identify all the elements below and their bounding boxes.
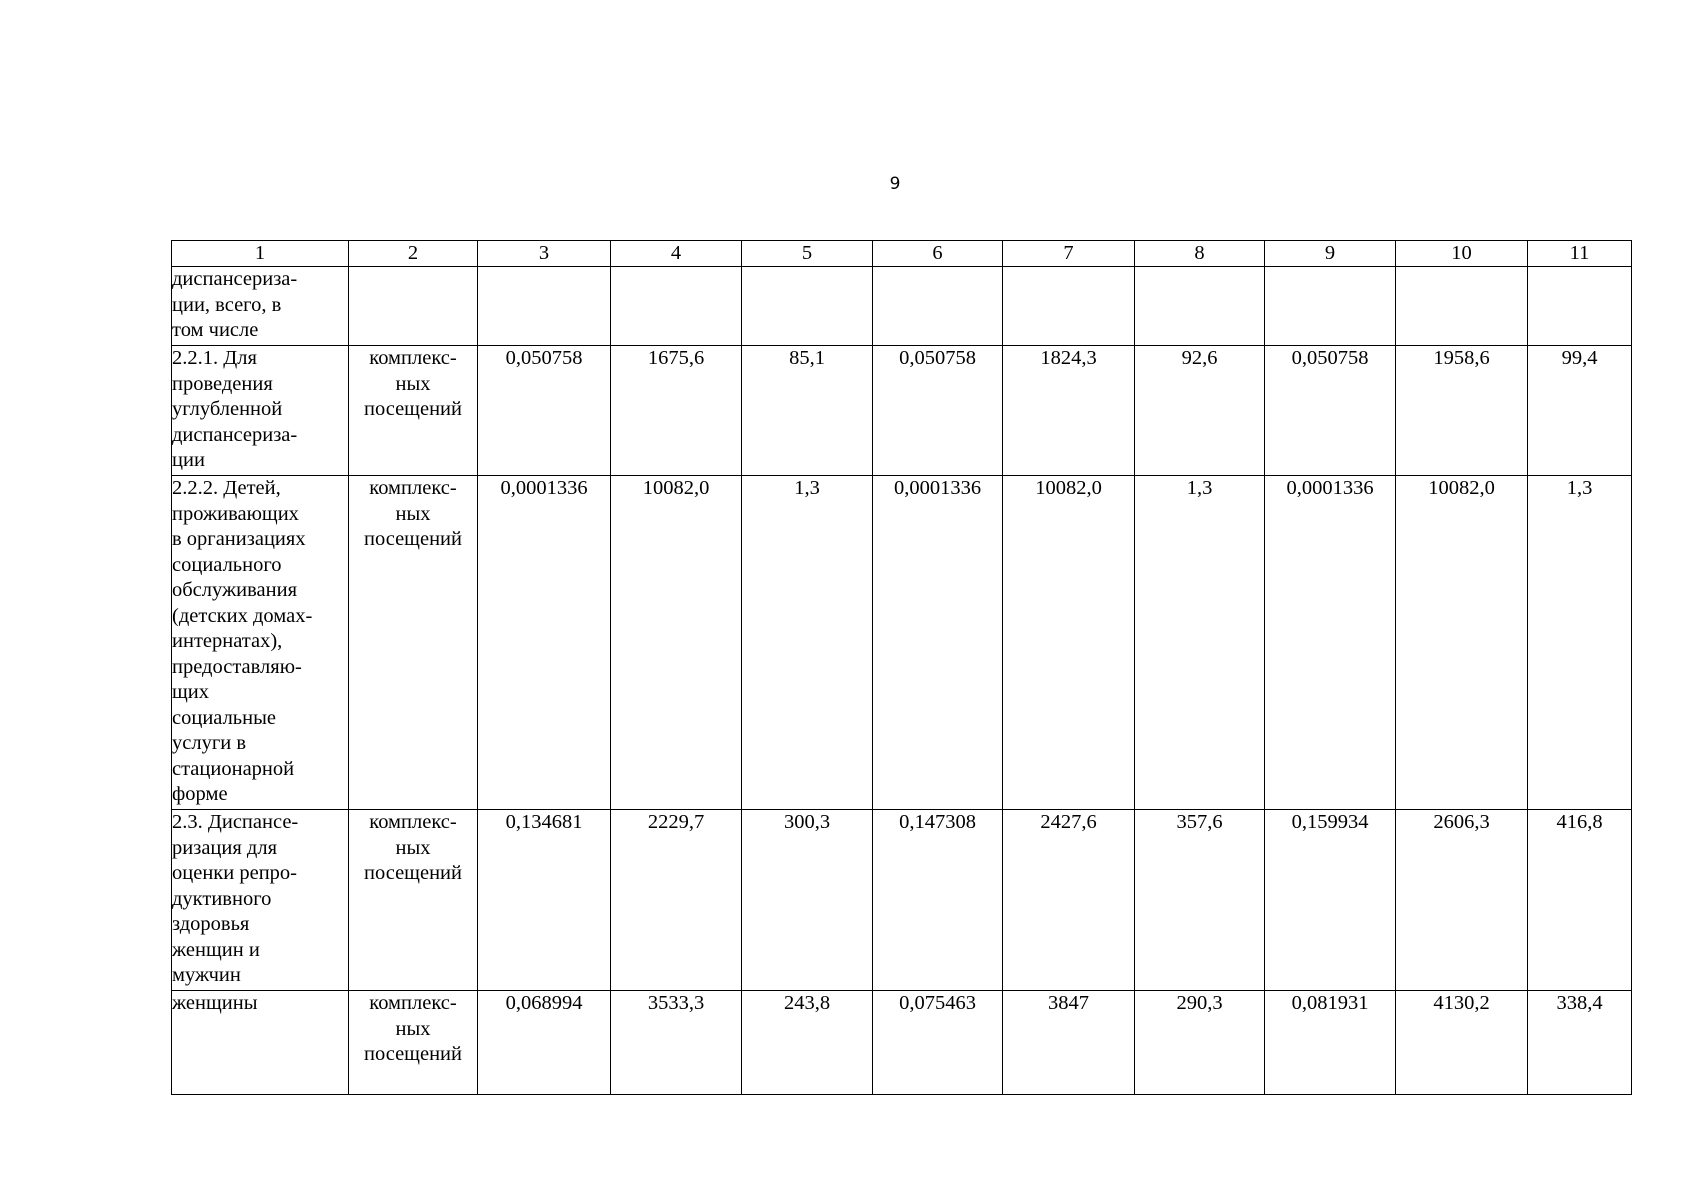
value-cell <box>611 267 742 346</box>
row-unit-cell: комплекс- ных посещений <box>349 810 478 991</box>
value-cell: 416,8 <box>1528 810 1632 991</box>
value-cell <box>478 267 611 346</box>
row-name-cell: 2.3. Диспансе- ризация для оценки репро- дуктивного здоровья женщин и мужчин <box>172 810 349 991</box>
value-cell: 357,6 <box>1135 810 1265 991</box>
row-name-cell: 2.2.1. Для проведения углубленной диспансериза- ции <box>172 346 349 476</box>
value-cell: 0,050758 <box>1265 346 1396 476</box>
value-cell: 0,068994 <box>478 991 611 1095</box>
value-cell: 2229,7 <box>611 810 742 991</box>
table-row <box>172 346 1632 476</box>
value-cell: 3533,3 <box>611 991 742 1095</box>
column-header: 5 <box>742 241 873 267</box>
value-cell <box>1265 267 1396 346</box>
value-cell <box>873 267 1003 346</box>
header-row <box>172 241 1632 267</box>
row-unit-cell <box>349 267 478 346</box>
value-cell: 0,147308 <box>873 810 1003 991</box>
value-cell: 0,0001336 <box>478 476 611 810</box>
value-cell: 1958,6 <box>1396 346 1528 476</box>
column-header: 6 <box>873 241 1003 267</box>
value-cell: 0,159934 <box>1265 810 1396 991</box>
column-header: 2 <box>349 241 478 267</box>
row-name-cell: 2.2.2. Детей, проживающих в организациях социального обслуживания (детских домах- интернатах), предоставляю- щих социальные услуги в стационарной форме <box>172 476 349 810</box>
value-cell: 10082,0 <box>611 476 742 810</box>
value-cell: 2427,6 <box>1003 810 1135 991</box>
value-cell: 300,3 <box>742 810 873 991</box>
row-unit-cell: комплекс- ных посещений <box>349 476 478 810</box>
value-cell: 1,3 <box>1528 476 1632 810</box>
value-cell: 0,050758 <box>873 346 1003 476</box>
value-cell: 0,134681 <box>478 810 611 991</box>
value-cell: 85,1 <box>742 346 873 476</box>
value-cell: 3847 <box>1003 991 1135 1095</box>
data-table <box>171 240 1632 1095</box>
value-cell <box>1003 267 1135 346</box>
value-cell: 338,4 <box>1528 991 1632 1095</box>
value-cell: 0,050758 <box>478 346 611 476</box>
column-header: 4 <box>611 241 742 267</box>
value-cell: 2606,3 <box>1396 810 1528 991</box>
column-header: 11 <box>1528 241 1632 267</box>
page-number: 9 <box>889 174 901 194</box>
value-cell: 0,0001336 <box>873 476 1003 810</box>
value-cell <box>1528 267 1632 346</box>
row-name-cell: диспансериза- ции, всего, в том числе <box>172 267 349 346</box>
value-cell: 99,4 <box>1528 346 1632 476</box>
column-header: 9 <box>1265 241 1396 267</box>
value-cell <box>742 267 873 346</box>
row-name-cell: женщины <box>172 991 349 1095</box>
value-cell <box>1135 267 1265 346</box>
value-cell: 0,075463 <box>873 991 1003 1095</box>
value-cell <box>1396 267 1528 346</box>
value-cell: 243,8 <box>742 991 873 1095</box>
value-cell: 92,6 <box>1135 346 1265 476</box>
value-cell: 0,0001336 <box>1265 476 1396 810</box>
table-row <box>172 267 1632 346</box>
table-row <box>172 991 1632 1095</box>
value-cell: 0,081931 <box>1265 991 1396 1095</box>
column-header: 3 <box>478 241 611 267</box>
value-cell: 10082,0 <box>1003 476 1135 810</box>
column-header: 8 <box>1135 241 1265 267</box>
row-unit-cell: комплекс- ных посещений <box>349 991 478 1095</box>
value-cell: 1675,6 <box>611 346 742 476</box>
value-cell: 1824,3 <box>1003 346 1135 476</box>
column-header: 10 <box>1396 241 1528 267</box>
table-row <box>172 810 1632 991</box>
column-header: 7 <box>1003 241 1135 267</box>
value-cell: 4130,2 <box>1396 991 1528 1095</box>
value-cell: 290,3 <box>1135 991 1265 1095</box>
column-header: 1 <box>172 241 349 267</box>
value-cell: 1,3 <box>1135 476 1265 810</box>
row-unit-cell: комплекс- ных посещений <box>349 346 478 476</box>
value-cell: 1,3 <box>742 476 873 810</box>
table-row <box>172 476 1632 810</box>
value-cell: 10082,0 <box>1396 476 1528 810</box>
